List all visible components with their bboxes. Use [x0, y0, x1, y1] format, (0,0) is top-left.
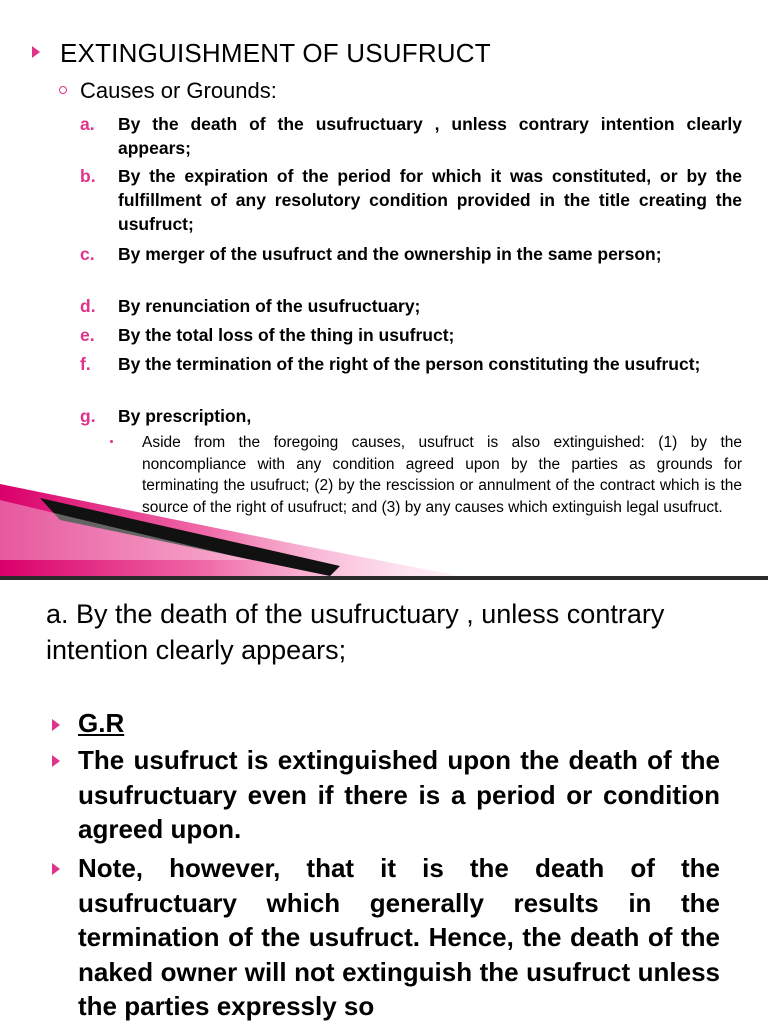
list-item: [80, 112, 742, 160]
item-label: f.: [80, 354, 91, 374]
item-label: g.: [80, 406, 96, 426]
bullet-arrow-icon: [52, 755, 60, 767]
item-text: By renunciation of the usufructuary;: [118, 296, 421, 316]
note-paragraph: Aside from the foregoing causes, usufruct is also extinguished: (1) by the noncompliance with any condition agreed upon by the parties as grounds for terminating the usufruct; (2) by the rescission or annulment of the contract which is the source of the right of usufruct; and (3) by any causes which extinguish legal usufruct.: [142, 434, 742, 516]
slide-heading: EXTINGUISHMENT OF USUFRUCT: [60, 38, 491, 68]
list-item: [80, 294, 742, 318]
item-text: By the total loss of the thing in usufruct;: [118, 325, 455, 345]
item-label: d.: [80, 296, 96, 316]
item-text: By prescription,: [118, 406, 252, 426]
item-text: By the death of the usufructuary , unless contrary intention clearly appears;: [118, 114, 742, 158]
item-label: c.: [80, 244, 95, 264]
bullet-paragraph: The usufruct is extinguished upon the death of the usufructuary even if there is a period or condition agreed upon.: [78, 745, 720, 844]
slide-title: a. By the death of the usufructuary , unless contrary intention clearly appears;: [46, 599, 665, 665]
bullet-arrow-icon: [52, 863, 60, 875]
slide-subheading: Causes or Grounds:: [80, 78, 277, 103]
slide-2: [0, 580, 768, 1024]
bullet-gr: G.R: [78, 708, 125, 738]
note-bullet-icon: [110, 440, 113, 443]
item-label: a.: [80, 114, 95, 134]
item-text: By merger of the usufruct and the ownership in the same person;: [118, 244, 662, 264]
list-item: [80, 323, 742, 347]
list-item: [80, 404, 742, 428]
item-label: e.: [80, 325, 95, 345]
list-item: [80, 242, 742, 266]
heading-bullet-icon: [32, 46, 40, 58]
list-item: [80, 352, 742, 376]
item-text: By the expiration of the period for which it was constituted, or by the fulfillment of any resolutory condition provided in the title creating the usufruct;: [118, 166, 742, 234]
item-label: b.: [80, 166, 96, 186]
subheading-bullet-icon: [59, 86, 67, 94]
list-item: [80, 164, 742, 236]
item-text: By the termination of the right of the person constituting the usufruct;: [118, 354, 701, 374]
bullet-paragraph: Note, however, that it is the death of the usufructuary which generally results in the termination of the usufruct. Hence, the death of the naked owner will not extinguish the usufruct unless the parties expressly so: [78, 853, 720, 1021]
bullet-arrow-icon: [52, 719, 60, 731]
